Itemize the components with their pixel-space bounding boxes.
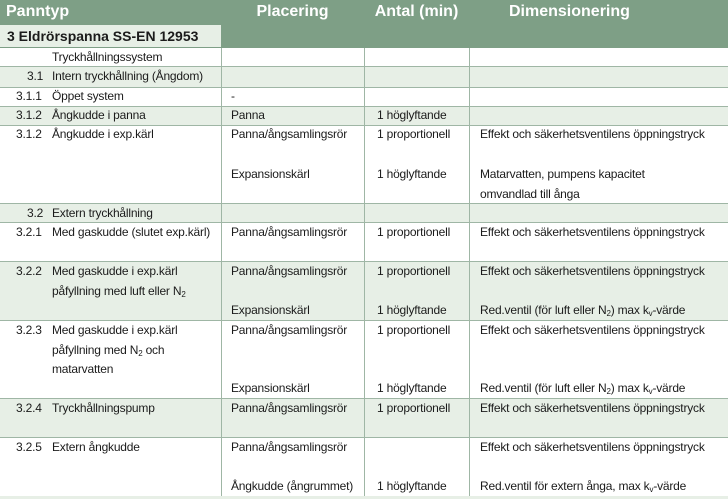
cell-placering: Panna/ångsamlingsrör [231,264,348,278]
cell-antal: 1 proportionell [377,127,451,141]
cell-placering-2: Expansionskärl [231,167,310,181]
column-divider [364,48,365,496]
row-name: Extern ångkudde [52,440,140,454]
row-number: 3.2.4 [16,401,42,415]
row-number: 3.1.2 [16,127,42,141]
row-name-line2: påfyllning med luft eller $N_2$ [52,284,186,299]
cell-dimensionering: Effekt och säkerhetsventilens öppningstryck [480,225,705,239]
row-number: 3.2.2 [16,264,42,278]
row-number: 3.1.2 [16,108,42,122]
cell-placering: Panna [231,108,265,122]
row-number: 3.1 [27,69,44,83]
row-name: Ångkudde i panna [52,108,146,122]
cell-placering: Panna/ångsamlingsrör [231,440,348,454]
row-name: Ångkudde i exp.kärl [52,127,154,141]
cell-antal: 1 proportionell [377,264,451,278]
cell-antal: 1 höglyftande [377,108,447,122]
cell-antal: 1 proportionell [377,401,451,415]
section-title: 3 Eldrörspanna SS-EN 12953 [0,25,221,47]
cell-dimensionering-2: Red.ventil (för luft eller $N_2$) $\max k_v$-värde [480,303,686,318]
row-name: Med gaskudde i exp.kärl [52,264,178,278]
row-name: Intern tryckhållning (Ångdom) [52,69,203,83]
cell-dimensionering-2: Matarvatten, pumpens kapacitet [480,167,645,181]
row-name: Med gaskudde i exp.kärl [52,323,178,337]
row-number: 3.2.3 [16,323,42,337]
cell-placering-2: Expansionskärl [231,303,310,317]
cell-antal-2: 1 höglyftande [377,167,447,181]
row-number: 3.2.1 [16,225,42,239]
cell-antal-2: 1 höglyftande [377,381,447,395]
cell-antal: 1 proportionell [377,323,451,337]
cell-placering: Panna/ångsamlingsrör [231,323,348,337]
cell-dimensionering: Effekt och säkerhetsventilens öppningstryck [480,440,705,454]
row-name-line3: matarvatten [52,362,114,376]
cell-antal-2: 1 höglyftande [377,479,447,493]
row-number: 3.2.5 [16,440,42,454]
cell-antal: 1 proportionell [377,225,451,239]
row-name: Med gaskudde (slutet exp.kärl) [52,225,211,239]
cell-dimensionering: Effekt och säkerhetsventilens öppningstryck [480,264,705,278]
row-name: Extern tryckhållning [52,206,153,220]
cell-dimensionering-2: Red.ventil (för luft eller $N_2$) $\max k_v$-värde [480,381,686,396]
header-panntyp: Panntyp [0,0,221,24]
cell-placering: Panna/ångsamlingsrör [231,401,348,415]
cell-dimensionering-2: Red.ventil för extern ånga, $\max k_v$-värde [480,479,687,494]
cell-dimensionering: Effekt och säkerhetsventilens öppningstryck [480,127,705,141]
header-dimensionering: Dimensionering [469,0,728,24]
row-name: Tryckhållningssystem [52,50,163,64]
header-placering: Placering [221,0,364,24]
cell-placering: - [231,89,235,103]
row-number: 3.1.1 [16,89,42,103]
row-name-line2: påfyllning med $N_2$ och [52,343,165,358]
column-divider [469,48,470,496]
cell-placering-2: Expansionskärl [231,381,310,395]
column-divider [221,48,222,496]
cell-dimensionering: Effekt och säkerhetsventilens öppningstryck [480,323,705,337]
cell-placering: Panna/ångsamlingsrör [231,225,348,239]
cell-placering-2: Ångkudde (ångrummet) [231,479,354,493]
row-name: Öppet system [52,89,124,103]
row-name: Tryckhållningspump [52,401,155,415]
cell-placering: Panna/ångsamlingsrör [231,127,348,141]
cell-antal-2: 1 höglyftande [377,303,447,317]
header-antal: Antal (min) [364,0,469,24]
row-number: 3.2 [27,206,44,220]
cell-dimensionering-2b: omvandlad till ånga [480,187,580,201]
cell-dimensionering: Effekt och säkerhetsventilens öppningstryck [480,401,705,415]
